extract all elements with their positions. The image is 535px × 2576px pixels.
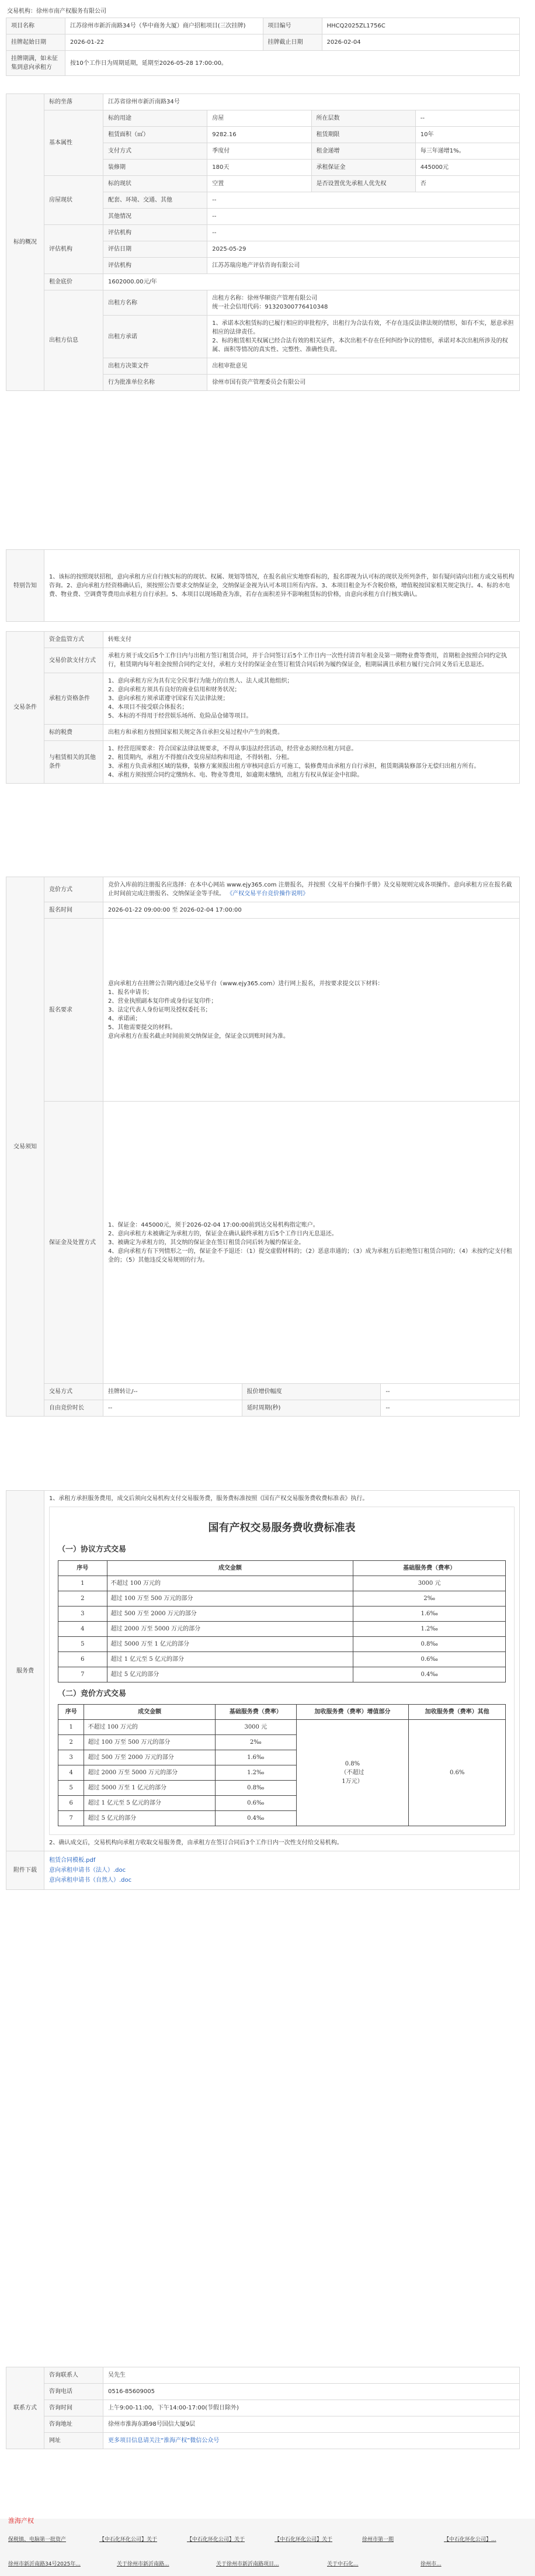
fee2-h1: 成交金额: [84, 1705, 215, 1720]
fee2-r2c2: 1.6‰: [215, 1750, 296, 1765]
fee1-h0: 序号: [58, 1560, 107, 1576]
notice-section: 特别告知: [6, 550, 44, 622]
wait-label: 延时周期(秒): [242, 1400, 381, 1417]
notice-table: [6, 549, 520, 622]
wait-value: --: [381, 1400, 520, 1417]
footer-link[interactable]: 徐州市第一期: [362, 2537, 394, 2543]
other-value: --: [207, 209, 520, 225]
project-name-value: 江苏徐州市新沂南路34号（华中商务大厦）商户招租项目(三次挂牌): [65, 18, 263, 34]
area-value: 9282.16: [207, 127, 311, 143]
fee2-r1c2: 2‰: [215, 1735, 296, 1750]
fee2-r0c2: 3000 元: [215, 1720, 296, 1735]
location-label: 标的坐落: [44, 94, 103, 110]
fee1-h1: 成交金额: [107, 1560, 353, 1576]
fee2-r1c0: 2: [58, 1735, 84, 1750]
lessor-approve-value: 出租审批意见: [207, 358, 520, 375]
project-table: [6, 18, 520, 76]
basic-label: 基本属性: [44, 110, 103, 176]
limit-value: --: [381, 1384, 520, 1400]
deposit-value: 445000元: [415, 160, 519, 176]
fund-label: 资金监管方式: [44, 632, 103, 648]
attachment-link[interactable]: 意向承租申请书（自然人）.doc: [49, 1877, 132, 1883]
footer-link[interactable]: 【中石化环化公司】关于: [99, 2537, 158, 2543]
lessor-commit-value: 1、承诺本次租赁标的已履行相应的审批程序，出租行为合法有效，不存在违反法律法规的情形，如有不实，愿意承担相应的法律责任。 2、标的租赁相关权属已经合法有效的相关证件，本次出租不存在任何纠纷争议的情形，承诺对本次出租所涉及的权属、面积等情况的真实性、完整性、准确性负责。: [207, 316, 520, 358]
fee1-r4c0: 5: [58, 1636, 107, 1651]
location-value: 江苏省徐州市新沂南路34号: [103, 94, 520, 110]
method-label: 竞价方式: [44, 877, 103, 902]
fee1-r6c1: 超过 5 亿元的部分: [107, 1667, 353, 1682]
fee2-r1c1: 超过 100 万至 500 万元的部分: [84, 1735, 215, 1750]
fee2-r0c0: 1: [58, 1720, 84, 1735]
lessor-dept-value: 徐州市国有资产管理委员会有限公司: [207, 375, 520, 391]
apply-label: 报名要求: [44, 919, 103, 1102]
price-label: 租金底价: [44, 274, 103, 290]
conditions-section: 交易条件: [6, 632, 44, 784]
part1-title: （一）协议方式交易: [58, 1545, 127, 1554]
increase-value: 每三年递增1%。: [415, 143, 519, 160]
qual-label: 承租方资格条件: [44, 673, 103, 725]
use-label: 标的用途: [103, 110, 207, 127]
free-label: 装修期: [103, 160, 207, 176]
lessor-name-value: 出租方名称：徐州华顺资产管理有限公司 统一社会信用代码：91320300776410348: [207, 290, 520, 316]
service-note2: 2、确认成交后，交易机构向承租方收取交易服务费，由承租方在签订合同后3个工作日内一次性支付给交易机构。: [49, 1840, 343, 1846]
qual-value: 1、意向承租方应为具有完全民事行为能力的自然人、法人或其他组织； 2、意向承租方须具有良好的商业信用和财务状况； 3、意向承租方须承诺遵守国家有关法律法规； 4、本项目不接受联合体报名； 5、本标的不得用于经营娱乐场所、危险品仓储等项目。: [103, 673, 520, 725]
fee2-r6c2: 0.4‰: [215, 1811, 296, 1826]
appraise-section: 评估机构: [44, 225, 103, 274]
fee-poster: [49, 1507, 515, 1835]
apply-date-label: 报名时间: [44, 902, 103, 919]
lessor-commit-label: 出租方承诺: [103, 316, 207, 358]
poster-title: 国有产权交易服务费收费标准表: [208, 1522, 356, 1534]
tax-label: 标的税费: [44, 725, 103, 741]
free-value: 180天: [207, 160, 311, 176]
fee2-r5c1: 超过 1 亿元至 5 亿元的部分: [84, 1796, 215, 1811]
deal-value: 挂牌转让/--: [103, 1384, 242, 1400]
attach-label: 附件下载: [6, 1851, 44, 1890]
attachment-link[interactable]: 租赁合同模板.pdf: [49, 1857, 96, 1864]
contact-person-label: 咨询联系人: [44, 2367, 103, 2384]
free-bid-value: --: [103, 1400, 242, 1417]
notice-text: 1、该标的按照现状招租，意向承租方应自行核实标的的现状、权属、规划等情况，在报名前应实地察看标的，报名即视为认可标的现状及所列条件，如有疑问请向出租方或交易机构咨询。2、意向承租方经资格确认后，须按照公告要求交纳保证金，交纳保证金视为认可本项目所有内容。3、本项目租金为不含税价格，增值税按国家相关规定执行。4、标的水电费、物业费、空调费等费用由承租方自行承担。5、本项目以现场勘查为准，若存在面积差异不影响租赁标的价格，由意向承租方自行核实确认。: [44, 550, 520, 622]
footer-link[interactable]: 关于中石化...: [327, 2561, 359, 2567]
start-date-label: 挂牌起始日期: [6, 34, 65, 51]
fee2-r4c1: 超过 5000 万至 1 亿元的部分: [84, 1781, 215, 1796]
margin-label: 保证金及处置方式: [44, 1102, 103, 1384]
lessor-dept-label: 行为批准单位名称: [103, 375, 207, 391]
service-text: 1、承租方承担服务费用，成交后须向交易机构支付交易服务费，服务费标准按照《国有产权交易服务费收费标准表》执行。: [49, 1495, 369, 1502]
floor-label: 所在层数: [311, 110, 415, 127]
fee2-r0c1: 不超过 100 万元的: [84, 1720, 215, 1735]
footer-title: 淮海产权: [8, 2517, 34, 2525]
term-value: 10年: [415, 127, 519, 143]
fee2-add-a: 0.8% （不超过 1万元）: [296, 1720, 409, 1826]
fee1-r0c2: 3000 元: [353, 1576, 506, 1591]
tax-value: 出租方和承租方按照国家相关规定各自承担交易过程中产生的税费。: [103, 725, 520, 741]
footer: [0, 2519, 535, 2576]
fee1-r0c0: 1: [58, 1576, 107, 1591]
footer-link[interactable]: 【中石化环化公司】...: [444, 2537, 496, 2543]
fee1-r3c1: 超过 2000 万至 5000 万元的部分: [107, 1621, 353, 1636]
status-value: 空置: [207, 176, 311, 192]
term-label: 租赁期限: [311, 127, 415, 143]
end-date-value: 2026-02-04: [322, 34, 520, 51]
floor-value: --: [415, 110, 519, 127]
fee2-r2c1: 超过 500 万至 2000 万元的部分: [84, 1750, 215, 1765]
payment-label: 支付方式: [103, 143, 207, 160]
other-label: 其他情况: [103, 209, 207, 225]
lessor-section: 出租方信息: [44, 290, 103, 391]
service-table: [6, 1490, 520, 1890]
fee2-h4: 加收服务费（费率）其他: [409, 1705, 506, 1720]
fee1-r4c2: 0.8‰: [353, 1636, 506, 1651]
increase-label: 租金递增: [311, 143, 415, 160]
footer-link[interactable]: 徐州市...: [421, 2561, 442, 2567]
period-value: 按10个工作日为周期延期，延期至2026-05-28 17:00:00。: [65, 51, 520, 76]
contact-addr-value: 徐州市淮海东路98号国信大厦9层: [103, 2416, 520, 2433]
facility-section: 房屋现状: [44, 176, 103, 225]
fee1-r3c2: 1.2‰: [353, 1621, 506, 1636]
fee1-r1c2: 2‰: [353, 1591, 506, 1606]
appraise-value: --: [207, 225, 520, 241]
status-label: 标的现状: [103, 176, 207, 192]
project-name-label: 项目名称: [6, 18, 65, 34]
fee2-r6c1: 超过 5 亿元的部分: [84, 1811, 215, 1826]
fee1-r2c1: 超过 500 万至 2000 万元的部分: [107, 1606, 353, 1621]
trade-table: [6, 877, 520, 1417]
part2-title: （二）竞价方式交易: [58, 1689, 127, 1698]
footer-link[interactable]: 【中石化环化公司】关于: [275, 2537, 333, 2543]
footer-link[interactable]: 【中石化环化公司】关于: [187, 2537, 245, 2543]
margin-value: 1、保证金：445000元，须于2026-02-04 17:00:00前到达交易机构指定账户。 2、意向承租方未被确定为承租方的，保证金在确认最终承租方后5个工作日内无息退还。 3、被确定为承租方的，其交纳的保证金在签订租赁合同后转为履约保证金。 4、意向承租方有下列情形之一的，保证金不予退还：（1）提交虚假材料的；（2）恶意串通的；（3）成为承租方后拒绝签订租赁合同的；（4）未按约定支付租金的；（5）其他违反交易规则的行为。: [103, 1102, 520, 1384]
use-value: 房屋: [207, 110, 311, 127]
method-link[interactable]: 《产权交易平台竞价操作说明》: [227, 891, 309, 897]
subject-table: [6, 94, 520, 391]
contact-phone-label: 咨询电话: [44, 2384, 103, 2400]
fee-table-1: [58, 1560, 506, 1682]
contact-web-link[interactable]: 更多项目信息请关注“淮海产权”微信公众号: [108, 2437, 220, 2444]
fee1-r4c1: 超过 5000 万至 1 亿元的部分: [107, 1636, 353, 1651]
pay-method-label: 交易价款支付方式: [44, 648, 103, 673]
vacancy-label: 是否设置优先承租人优先权: [311, 176, 415, 192]
fee1-r5c2: 0.6‰: [353, 1651, 506, 1667]
pay-method-value: 承租方须于成交后5个工作日内与出租方签订租赁合同，并于合同签订后5个工作日内一次性付清首年租金及第一期物业费等费用，首期租金按照合同约定执行，租赁期内每年租金按照合同约定支付，承租方支付的保证金在签订租赁合同后转为履约保证金，租期届满且承租方履行完合同义务后无息退还。: [103, 648, 520, 673]
start-date-value: 2026-01-22: [65, 34, 263, 51]
vacancy-value: 否: [415, 176, 519, 192]
contact-time-value: 上午9:00-11:00，下午14:00-17:00(节假日除外): [103, 2400, 520, 2416]
appraise-label: 评估机构: [103, 225, 207, 241]
deposit-label: 承租保证金: [311, 160, 415, 176]
lessor-name-label: 出租方名称: [103, 290, 207, 316]
footer-link[interactable]: 关于徐州市新沂南路项目...: [216, 2561, 279, 2567]
fee1-r2c0: 3: [58, 1606, 107, 1621]
project-code-value: HHCQ2025ZL1756C: [322, 18, 520, 34]
appraise-date-value: 2025-05-29: [207, 241, 520, 258]
fee2-r3c1: 超过 2000 万至 5000 万元的部分: [84, 1765, 215, 1781]
method-value: 竞价入库前的注册报名应选择：在本中心网站 www.ejy365.com 注册报名，并按照《交易平台操作手册》及交易规则完成各项操作。意向承租方应在报名截止时间前完成注册报名、交纳保证金等手续。: [108, 882, 512, 897]
fee2-r6c0: 7: [58, 1811, 84, 1826]
facility-label: 配套、环境、交通、其他: [103, 192, 207, 209]
contact-section: 联系方式: [6, 2367, 44, 2449]
fee2-add-b: 0.6%: [409, 1720, 506, 1826]
fee1-r5c0: 6: [58, 1651, 107, 1667]
payment-value: 季度付: [207, 143, 311, 160]
fee2-r3c2: 1.2‰: [215, 1765, 296, 1781]
fee1-h2: 基础服务费（费率）: [353, 1560, 506, 1576]
appraise-org-value: 江苏苏瑞房地产评估咨询有限公司: [207, 258, 520, 274]
fee1-r6c0: 7: [58, 1667, 107, 1682]
fee2-r2c0: 3: [58, 1750, 84, 1765]
conditions-table: [6, 631, 520, 784]
fee2-h2: 基础服务费（费率）: [215, 1705, 296, 1720]
footer-link[interactable]: 关于徐州市新沂南路...: [117, 2561, 169, 2567]
apply-date-value: 2026-01-22 09:00:00 至 2026-02-04 17:00:00: [103, 902, 520, 919]
fee2-r5c0: 6: [58, 1796, 84, 1811]
lessor-approve-label: 出租方决策文件: [103, 358, 207, 375]
service-section: 服务费: [6, 1491, 44, 1851]
end-date-label: 挂牌截止日期: [263, 34, 322, 51]
fee1-r6c2: 0.4‰: [353, 1667, 506, 1682]
fee2-r5c2: 0.6‰: [215, 1796, 296, 1811]
fee1-r2c2: 1.6‰: [353, 1606, 506, 1621]
fee1-r0c1: 不超过 100 万元的: [107, 1576, 353, 1591]
fee1-r5c1: 超过 1 亿元至 5 亿元的部分: [107, 1651, 353, 1667]
period-label: 挂牌期满，如未征集到意向承租方: [6, 51, 65, 76]
appraise-date-label: 评估日期: [103, 241, 207, 258]
contact-phone-value: 0516-85609005: [103, 2384, 520, 2400]
contact-web-label: 网址: [44, 2433, 103, 2449]
limit-label: 报价增价幅度: [242, 1384, 381, 1400]
facility-value: --: [207, 192, 520, 209]
other-cond-value: 1、经营范围要求：符合国家法律法规要求，不得从事违法经营活动，经营业态须经出租方同意。 2、租赁期内，承租方不得擅自改变房屋结构和用途，不得转租、分租。 3、承租方负责承租区域的装修，装修方案须报出租方审核同意后方可施工，装修费用由承租方自行承担，租赁期满装修部分无偿归出租方所有。 4、承租方须按照合同约定缴纳水、电、物业等费用，如逾期未缴纳，出租方有权从保证金中扣除。: [103, 741, 520, 784]
fee2-r4c0: 5: [58, 1781, 84, 1796]
fee1-r3c0: 4: [58, 1621, 107, 1636]
agency-line: 交易机构：徐州市南产权服务有限公司: [7, 8, 106, 15]
contact-addr-label: 咨询地址: [44, 2416, 103, 2433]
free-bid-label: 自由竞价时长: [44, 1400, 103, 1417]
attachment-link[interactable]: 意向承租申请书（法人）.doc: [49, 1867, 126, 1874]
other-cond-label: 与租赁相关的其他条件: [44, 741, 103, 784]
price-value: 1602000.00元/年: [103, 274, 520, 290]
appraise-org-label: 评估机构: [103, 258, 207, 274]
trade-section: 交易须知: [6, 877, 44, 1417]
contact-person-value: 吴先生: [103, 2367, 520, 2384]
fee-table-2: [58, 1704, 506, 1826]
fee2-h3: 加收服务费（费率）增值部分: [296, 1705, 409, 1720]
deal-label: 交易方式: [44, 1384, 103, 1400]
fee2-h0: 序号: [58, 1705, 84, 1720]
fund-value: 转账支付: [103, 632, 520, 648]
footer-link[interactable]: 徐州市新沂南路34号2025年...: [8, 2561, 81, 2567]
fee2-r3c0: 4: [58, 1765, 84, 1781]
apply-value: 意向承租方在挂牌公告期内通过e交易平台（www.ejy365.com）进行网上报名，并按要求提交以下材料： 1、报名申请书； 2、营业执照副本复印件或身份证复印件； 3、法定代表人身份证明及授权委托书； 4、承诺函； 5、其他需要提交的材料。 意向承租方在报名截止时间前须交纳保证金，保证金以到账时间为准。: [103, 919, 520, 1102]
fee1-r1c1: 超过 100 万至 500 万元的部分: [107, 1591, 353, 1606]
contact-time-label: 咨询时间: [44, 2400, 103, 2416]
project-code-label: 项目编号: [263, 18, 322, 34]
footer-link[interactable]: 保税镇、电脑第一批资产: [8, 2537, 67, 2543]
fee1-r1c0: 2: [58, 1591, 107, 1606]
subject-section: 标的概况: [6, 94, 44, 391]
fee2-r4c2: 0.8‰: [215, 1781, 296, 1796]
area-label: 租赁面积（㎡）: [103, 127, 207, 143]
contact-table: [6, 2367, 520, 2449]
